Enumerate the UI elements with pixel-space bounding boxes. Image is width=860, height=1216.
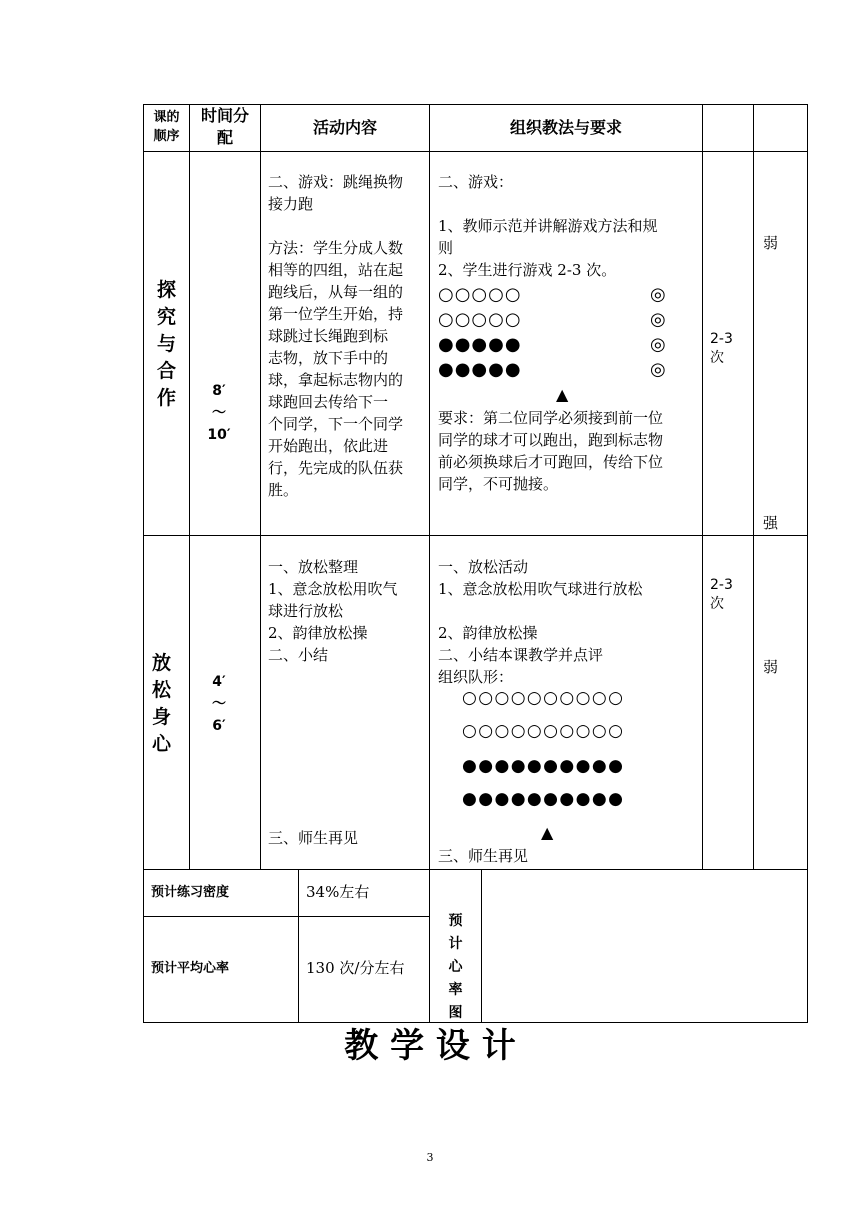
org-text-2: 一、放松活动 1、意念放松用吹气球进行放松 2、韵律放松操 二、小结本课教学并点评 组织队形： bbox=[438, 558, 643, 686]
phase-label-explore: 探 究 与 合 作 bbox=[156, 279, 176, 409]
formation-filled-row: ●●●●● bbox=[438, 334, 522, 355]
target-marker-icon: ◎ bbox=[650, 309, 667, 330]
heart-rate-chart-area bbox=[482, 870, 807, 1022]
formation-filled-row: ●●●●●●●●●● bbox=[462, 756, 625, 776]
header-time: 时间分 配 bbox=[200, 106, 249, 147]
formation-open-row: ○○○○○○○○○○ bbox=[462, 688, 625, 708]
col-divider-2 bbox=[260, 104, 261, 869]
header-lesson-order: 课的 顺序 bbox=[153, 110, 180, 144]
intensity-weak-1: 弱 bbox=[763, 234, 779, 252]
activity-title-1: 二、游戏：跳绳换物 接力跑 bbox=[268, 173, 404, 213]
org-title-1: 二、游戏： bbox=[438, 173, 514, 191]
bottom-divider-1 bbox=[298, 869, 299, 1022]
header-organization: 组织教法与要求 bbox=[509, 118, 622, 137]
activity-2: 一、放松整理 1、意念放松用吹气 球进行放松 2、韵律放松操 二、小结 bbox=[268, 558, 398, 664]
activity-end-2: 三、师生再见 bbox=[268, 829, 359, 847]
time-allocation-2: 4′ ～ 6′ bbox=[212, 674, 226, 734]
heart-rate-label: 预计平均心率 bbox=[151, 961, 230, 976]
repetition-count-1: 2-3 次 bbox=[710, 331, 733, 366]
time-allocation-1: 8′ ～ 10′ bbox=[207, 383, 231, 443]
formation-filled-row: ●●●●● bbox=[438, 359, 522, 380]
repetition-count-2: 2-3 次 bbox=[710, 577, 733, 612]
phase-label-relax: 放 松 身 心 bbox=[151, 652, 171, 755]
activity-method-1: 方法：学生分成人数 相等的四组，站在起 跑线后，从每一组的 第一位学生开始，持 球跳过长绳跑到标 志物，放下手中的 球，拿起标志物内的 球跑回去传给下一 个同学，下一个同学 开始跑出，依此进 行，先完成的队伍获 胜。 bbox=[268, 239, 404, 499]
col-divider-3 bbox=[429, 104, 430, 869]
intensity-strong-1: 强 bbox=[763, 514, 779, 532]
formation-open-row: ○○○○○ bbox=[438, 309, 522, 330]
table-left-border bbox=[143, 104, 144, 1023]
formation-open-row: ○○○○○ bbox=[438, 284, 522, 305]
header-activity: 活动内容 bbox=[312, 118, 377, 137]
intensity-weak-2: 弱 bbox=[763, 658, 779, 676]
target-marker-icon: ◎ bbox=[650, 359, 667, 380]
bottom-mid-border bbox=[143, 916, 429, 917]
teacher-triangle-icon: ▲ bbox=[541, 823, 555, 842]
org-steps-1: 1、教师示范并讲解游戏方法和规 则 2、学生进行游戏 2-3 次。 bbox=[438, 217, 658, 279]
page-title: 教 学 设 计 bbox=[344, 1026, 516, 1066]
table-right-border bbox=[807, 104, 808, 1023]
density-label: 预计练习密度 bbox=[151, 885, 230, 900]
page-number: 3 bbox=[426, 1151, 434, 1164]
row1-bottom-border bbox=[143, 535, 808, 536]
col-divider-1 bbox=[189, 104, 190, 869]
org-end-2: 三、师生再见 bbox=[438, 847, 529, 865]
header-bottom-border bbox=[143, 151, 808, 152]
col-divider-4 bbox=[702, 104, 703, 869]
formation-filled-row: ●●●●●●●●●● bbox=[462, 789, 625, 809]
heart-rate-value: 130 次/分左右 bbox=[306, 959, 405, 977]
target-marker-icon: ◎ bbox=[650, 334, 667, 355]
org-requirement-1: 要求：第二位同学必须接到前一位 同学的球才可以跑出，跑到标志物 前必须换球后才可跑回，传给下位 同学，不可抛接。 bbox=[438, 409, 664, 493]
formation-open-row: ○○○○○○○○○○ bbox=[462, 721, 625, 741]
col-divider-5 bbox=[753, 104, 754, 869]
heart-rate-chart-label: 预 计 心 率 图 bbox=[448, 913, 463, 1021]
target-marker-icon: ◎ bbox=[650, 284, 667, 305]
density-value: 34%左右 bbox=[306, 883, 370, 901]
teacher-triangle-icon: ▲ bbox=[556, 385, 570, 404]
